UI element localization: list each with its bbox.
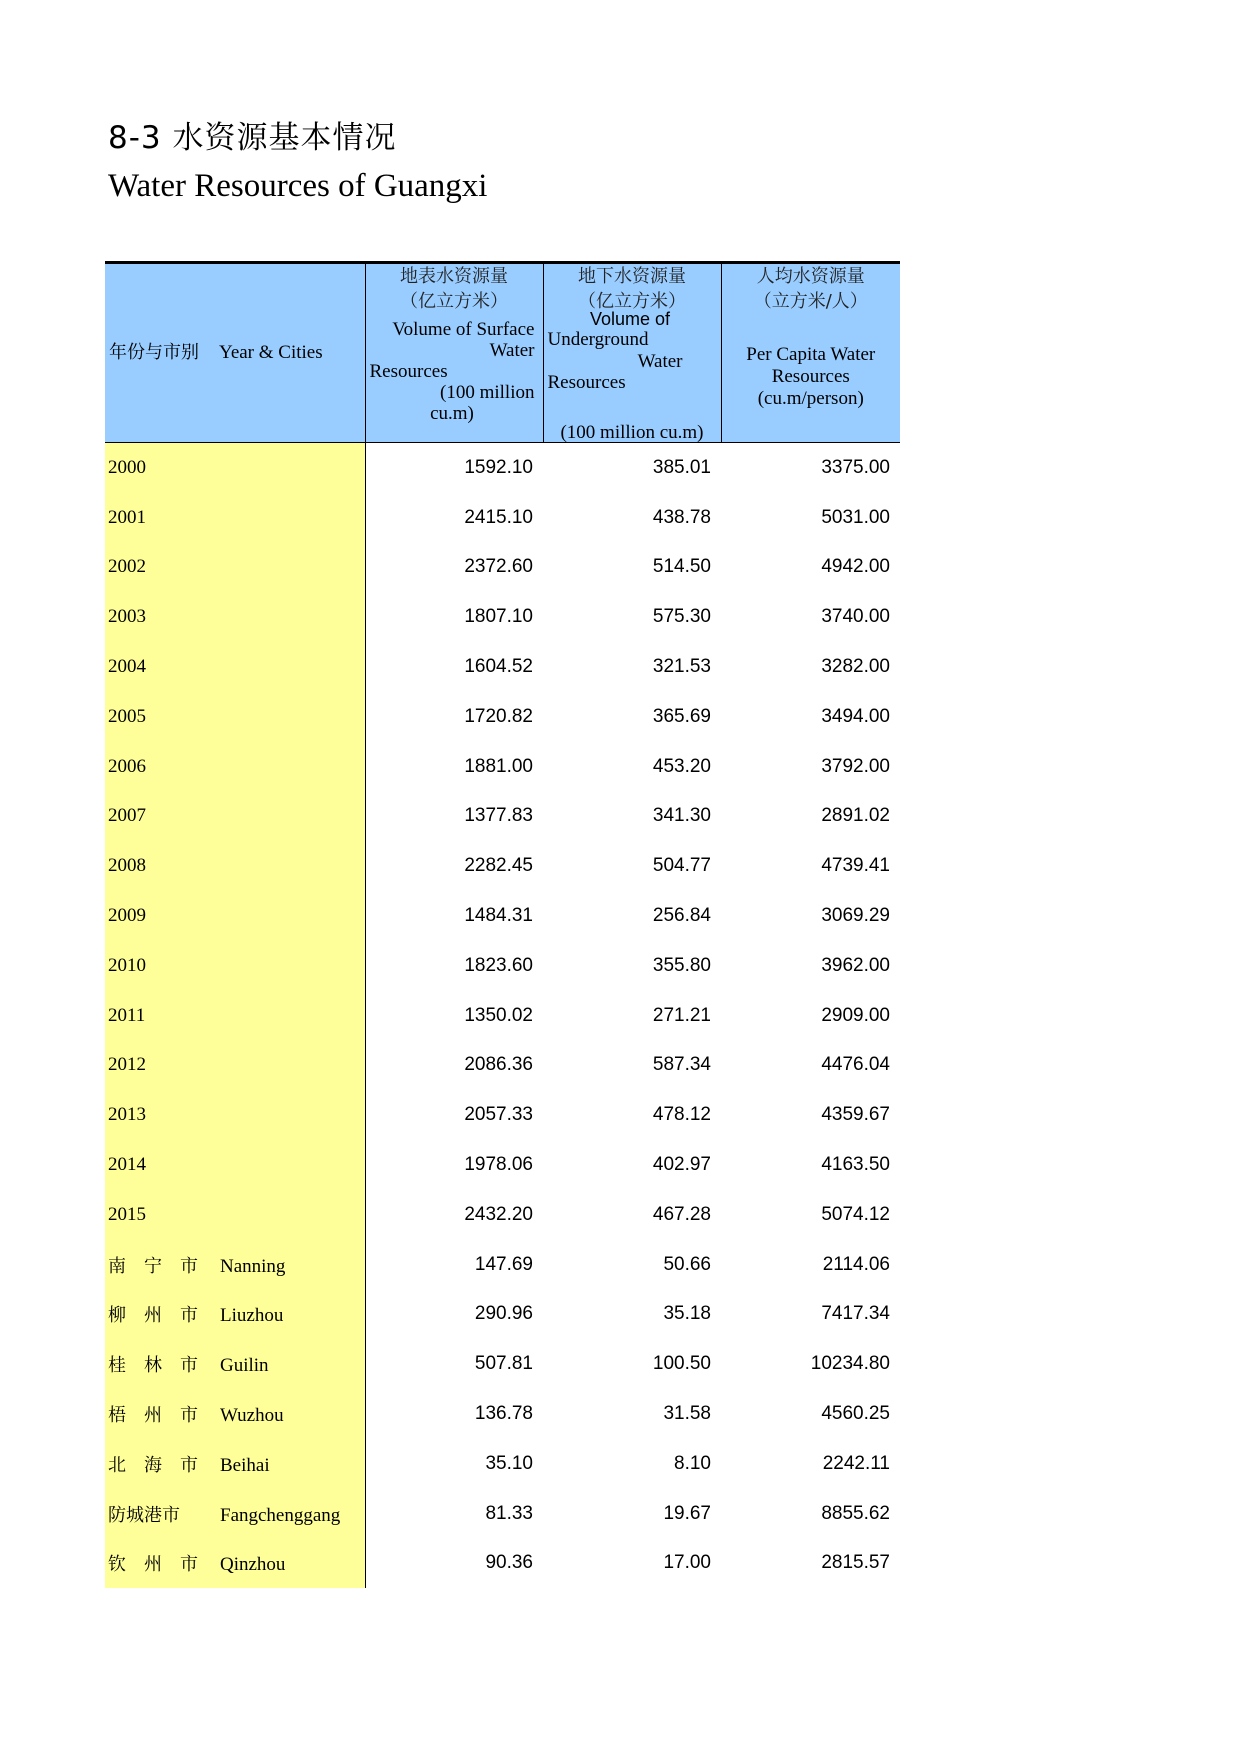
- header-surface-en-3: Resources: [369, 361, 448, 382]
- header-surface-en-4: (100 million: [440, 382, 535, 403]
- city-name-cn: 梧 州 市: [108, 1405, 198, 1427]
- row-label: [105, 443, 365, 493]
- table-row: [105, 891, 900, 941]
- per-capita-value: 2909.00: [821, 1004, 890, 1026]
- underground-water-value: 256.84: [652, 905, 711, 927]
- table-row: [105, 1489, 900, 1539]
- city-name-cn: 北 海 市: [108, 1454, 198, 1476]
- city-name-en: Wuzhou: [220, 1405, 284, 1427]
- table-row: [105, 841, 900, 891]
- header-per-capita-en-2: Resources: [771, 366, 850, 387]
- header-per-capita-en-3: (cu.m/person): [757, 388, 864, 409]
- header-surface-cn-unit: （亿立方米）: [400, 291, 508, 312]
- surface-water-value: 1350.02: [464, 1004, 533, 1026]
- year-label: 2012: [108, 1054, 146, 1076]
- year-label: 2006: [108, 755, 146, 777]
- year-label: 2002: [108, 556, 146, 578]
- table-row: [105, 742, 900, 792]
- year-label: 2013: [108, 1104, 146, 1126]
- row-label: [105, 1190, 365, 1240]
- city-name-cn: 防城港市: [108, 1504, 180, 1526]
- header-surface-en-1: Volume of Surface: [392, 319, 535, 340]
- table-row: [105, 941, 900, 991]
- year-label: 2007: [108, 805, 146, 827]
- table-row: [105, 1339, 900, 1389]
- table-row: [105, 493, 900, 543]
- surface-water-value: 90.36: [485, 1552, 533, 1574]
- city-name-cn: 钦 州 市: [108, 1554, 198, 1576]
- per-capita-value: 2114.06: [822, 1253, 890, 1275]
- header-per-capita-cn: 人均水资源量: [756, 266, 865, 287]
- header-per-capita-cn-unit: （立方米/人）: [753, 291, 868, 312]
- header-surface-en-2: Water: [489, 340, 535, 361]
- underground-water-value: 514.50: [652, 556, 711, 578]
- row-label: [105, 1140, 365, 1190]
- row-label: [105, 991, 365, 1041]
- surface-water-value: 147.69: [474, 1253, 533, 1275]
- per-capita-value: 10234.80: [810, 1353, 890, 1375]
- surface-water-value: 1978.06: [464, 1154, 533, 1176]
- year-label: 2000: [108, 456, 146, 478]
- per-capita-value: 2242.11: [822, 1452, 890, 1474]
- row-label: [105, 1240, 365, 1290]
- underground-water-value: 467.28: [652, 1203, 711, 1225]
- table-row: [105, 991, 900, 1041]
- underground-water-value: 321.53: [652, 656, 711, 678]
- header-surface-en-5: cu.m): [430, 403, 474, 424]
- year-label: 2001: [108, 506, 146, 528]
- table-row: [105, 1190, 900, 1240]
- surface-water-value: 1881.00: [464, 755, 533, 777]
- table-row: [105, 1389, 900, 1439]
- row-label: [105, 1439, 365, 1489]
- row-label: [105, 1090, 365, 1140]
- surface-water-value: 2432.20: [464, 1203, 533, 1225]
- row-label: [105, 1290, 365, 1340]
- per-capita-value: 4942.00: [821, 556, 890, 578]
- surface-water-value: 2086.36: [464, 1054, 533, 1076]
- per-capita-value: 4560.25: [821, 1403, 890, 1425]
- row-label: [105, 692, 365, 742]
- per-capita-value: 7417.34: [821, 1303, 890, 1325]
- per-capita-value: 3494.00: [821, 705, 890, 727]
- city-name-en: Fangchenggang: [220, 1504, 341, 1526]
- row-label: [105, 1041, 365, 1091]
- row-label: [105, 543, 365, 593]
- underground-water-value: 355.80: [652, 954, 711, 976]
- underground-water-value: 50.66: [663, 1253, 711, 1275]
- table-row: [105, 592, 900, 642]
- page-title-english: Water Resources of Guangxi: [108, 168, 488, 204]
- underground-water-value: 478.12: [652, 1104, 711, 1126]
- per-capita-value: 2891.02: [821, 805, 890, 827]
- underground-water-value: 453.20: [652, 755, 711, 777]
- table-row: [105, 1539, 900, 1589]
- underground-water-value: 8.10: [674, 1452, 711, 1474]
- city-name-en: Guilin: [220, 1355, 269, 1377]
- surface-water-value: 2415.10: [464, 506, 533, 528]
- city-name-en: Beihai: [220, 1454, 270, 1476]
- underground-water-value: 100.50: [652, 1353, 711, 1375]
- table-row: [105, 1240, 900, 1290]
- year-label: 2009: [108, 905, 146, 927]
- per-capita-value: 2815.57: [821, 1552, 890, 1574]
- underground-water-value: 271.21: [652, 1004, 711, 1026]
- surface-water-value: 2057.33: [464, 1104, 533, 1126]
- header-underground-en-5: (100 million cu.m): [560, 422, 704, 443]
- table-row: [105, 792, 900, 842]
- underground-water-value: 31.58: [663, 1403, 711, 1425]
- city-name-cn: 柳 州 市: [108, 1305, 198, 1327]
- year-label: 2010: [108, 954, 146, 976]
- row-label: [105, 841, 365, 891]
- page-title-chinese: 8-3 水资源基本情况: [108, 120, 397, 156]
- row-label: [105, 592, 365, 642]
- per-capita-value: 3069.29: [821, 905, 890, 927]
- row-label: [105, 493, 365, 543]
- underground-water-value: 341.30: [652, 805, 711, 827]
- underground-water-value: 19.67: [663, 1502, 711, 1524]
- per-capita-value: 4739.41: [821, 855, 890, 877]
- table-row: [105, 1140, 900, 1190]
- row-label: [105, 642, 365, 692]
- underground-water-value: 17.00: [663, 1552, 711, 1574]
- per-capita-value: 3740.00: [821, 606, 890, 628]
- header-underground-en-2: Underground: [547, 329, 649, 350]
- table-row: [105, 1090, 900, 1140]
- surface-water-value: 81.33: [485, 1502, 533, 1524]
- surface-water-value: 2282.45: [464, 855, 533, 877]
- row-label: [105, 1539, 365, 1589]
- table-body: [105, 443, 900, 1589]
- table-row: [105, 1290, 900, 1340]
- city-name-en: Qinzhou: [220, 1554, 286, 1576]
- row-label: [105, 742, 365, 792]
- table-row: [105, 543, 900, 593]
- per-capita-value: 3375.00: [821, 456, 890, 478]
- surface-water-value: 1807.10: [464, 606, 533, 628]
- surface-water-value: 2372.60: [464, 556, 533, 578]
- city-name-cn: 桂 林 市: [108, 1355, 198, 1377]
- row-label: [105, 891, 365, 941]
- underground-water-value: 402.97: [652, 1154, 711, 1176]
- underground-water-value: 575.30: [652, 606, 711, 628]
- per-capita-value: 3792.00: [821, 755, 890, 777]
- per-capita-value: 4476.04: [821, 1054, 890, 1076]
- header-surface-water: [365, 263, 543, 443]
- per-capita-value: 4359.67: [821, 1104, 890, 1126]
- city-name-en: Nanning: [220, 1255, 286, 1277]
- surface-water-value: 1604.52: [464, 656, 533, 678]
- year-label: 2005: [108, 705, 146, 727]
- underground-water-value: 385.01: [652, 456, 711, 478]
- header-year-cities-cn: 年份与市别: [109, 342, 199, 363]
- surface-water-value: 1592.10: [464, 456, 533, 478]
- row-label: [105, 941, 365, 991]
- header-underground-en-4: Resources: [547, 372, 626, 393]
- underground-water-value: 35.18: [663, 1303, 711, 1325]
- header-underground-en-1: Volume of: [589, 309, 671, 329]
- header-underground-cn-unit: （亿立方米）: [578, 291, 686, 312]
- surface-water-value: 1484.31: [464, 905, 533, 927]
- surface-water-value: 1720.82: [464, 705, 533, 727]
- per-capita-value: 3282.00: [821, 656, 890, 678]
- header-underground-water: [543, 263, 721, 443]
- row-label: [105, 1339, 365, 1389]
- surface-water-value: 507.81: [474, 1353, 533, 1375]
- per-capita-value: 4163.50: [821, 1154, 890, 1176]
- year-label: 2008: [108, 855, 146, 877]
- per-capita-value: 8855.62: [821, 1502, 890, 1524]
- city-name-cn: 南 宁 市: [108, 1255, 198, 1277]
- underground-water-value: 438.78: [652, 506, 711, 528]
- surface-water-value: 136.78: [474, 1403, 533, 1425]
- row-label: [105, 1389, 365, 1439]
- header-per-capita-en-1: Per Capita Water: [746, 344, 876, 365]
- year-label: 2011: [108, 1004, 146, 1026]
- water-resources-table: [105, 261, 900, 1588]
- city-name-en: Liuzhou: [220, 1305, 284, 1327]
- table-row: [105, 692, 900, 742]
- underground-water-value: 587.34: [652, 1054, 711, 1076]
- surface-water-value: 1377.83: [464, 805, 533, 827]
- year-label: 2014: [108, 1154, 146, 1176]
- header-year-cities: [105, 263, 365, 443]
- table-row: [105, 1041, 900, 1091]
- row-label: [105, 1489, 365, 1539]
- header-underground-cn: 地下水资源量: [578, 266, 686, 287]
- header-per-capita: [721, 263, 900, 443]
- header-surface-cn: 地表水资源量: [400, 266, 508, 287]
- table-row: [105, 1439, 900, 1489]
- row-label: [105, 792, 365, 842]
- year-label: 2015: [108, 1203, 146, 1225]
- header-underground-en-3: Water: [637, 351, 683, 372]
- table-row: [105, 642, 900, 692]
- underground-water-value: 365.69: [652, 705, 711, 727]
- surface-water-value: 35.10: [485, 1452, 533, 1474]
- year-label: 2004: [108, 656, 146, 678]
- header-year-cities-en: Year & Cities: [219, 342, 323, 363]
- surface-water-value: 290.96: [474, 1303, 533, 1325]
- table-row: [105, 443, 900, 493]
- table-header: [105, 263, 900, 443]
- per-capita-value: 3962.00: [821, 954, 890, 976]
- year-label: 2003: [108, 606, 146, 628]
- surface-water-value: 1823.60: [464, 954, 533, 976]
- underground-water-value: 504.77: [652, 855, 711, 877]
- per-capita-value: 5074.12: [821, 1203, 890, 1225]
- per-capita-value: 5031.00: [821, 506, 890, 528]
